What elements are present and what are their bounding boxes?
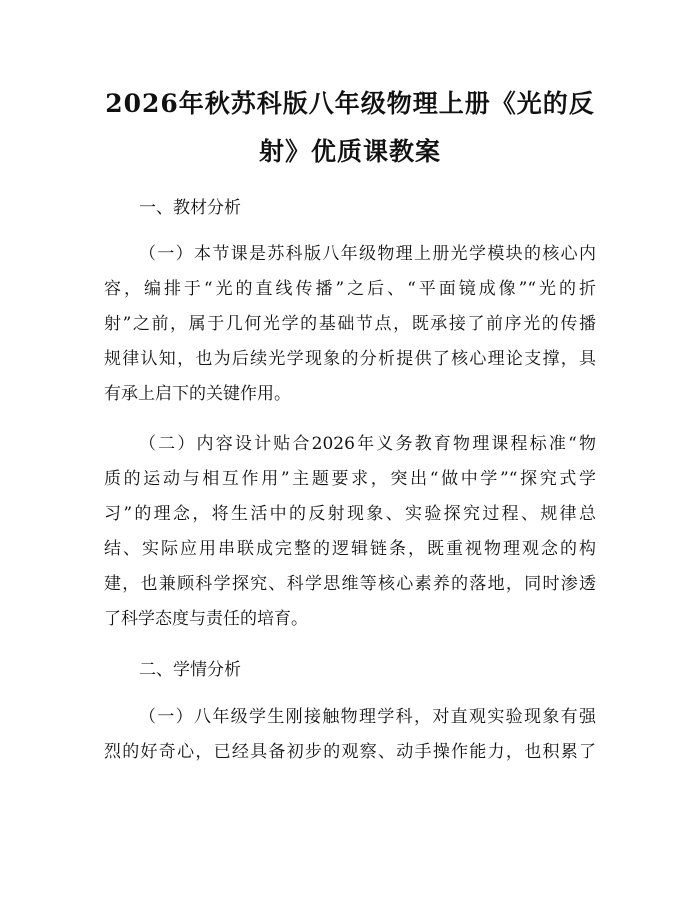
document-title-line-1: 2026年秋苏科版八年级物理上册《光的反 bbox=[105, 89, 595, 118]
paragraph-line: 容，编排于“光的直线传播”之后、“平面镜成像”“光的折 bbox=[104, 279, 596, 299]
paragraph-line: 规律认知，也为后续光学现象的分析提供了核心理论支撑，具 bbox=[104, 349, 596, 369]
paragraph-line: 烈的好奇心，已经具备初步的观察、动手操作能力，也积累了 bbox=[104, 742, 596, 762]
paragraph-line: 质的运动与相互作用”主题要求，突出“做中学”“探究式学 bbox=[104, 469, 596, 489]
document-title-line-2: 射》优质课教案 bbox=[258, 137, 441, 166]
paragraph-line: 结、实际应用串联成完整的逻辑链条，既重视物理观念的构 bbox=[104, 539, 596, 559]
paragraph-line: 射”之前，属于几何光学的基础节点，既承接了前序光的传播 bbox=[104, 314, 596, 334]
paragraph-line: （一）本节课是苏科版八年级物理上册光学模块的核心内 bbox=[139, 244, 596, 264]
section-heading-materials: 一、教材分析 bbox=[139, 198, 241, 218]
paragraph-line: 了科学态度与责任的培育。 bbox=[104, 609, 308, 629]
section-heading-learners: 二、学情分析 bbox=[139, 660, 241, 680]
paragraph-line: （一）八年级学生刚接触物理学科，对直观实验现象有强 bbox=[139, 707, 596, 727]
paragraph-line: 有承上启下的关键作用。 bbox=[104, 384, 291, 404]
paragraph-line: 习”的理念，将生活中的反射现象、实验探究过程、规律总 bbox=[104, 504, 596, 524]
paragraph-line: （二）内容设计贴合2026年义务教育物理课程标准“物 bbox=[139, 434, 596, 454]
paragraph-line: 建，也兼顾科学探究、科学思维等核心素养的落地，同时渗透 bbox=[104, 574, 596, 594]
